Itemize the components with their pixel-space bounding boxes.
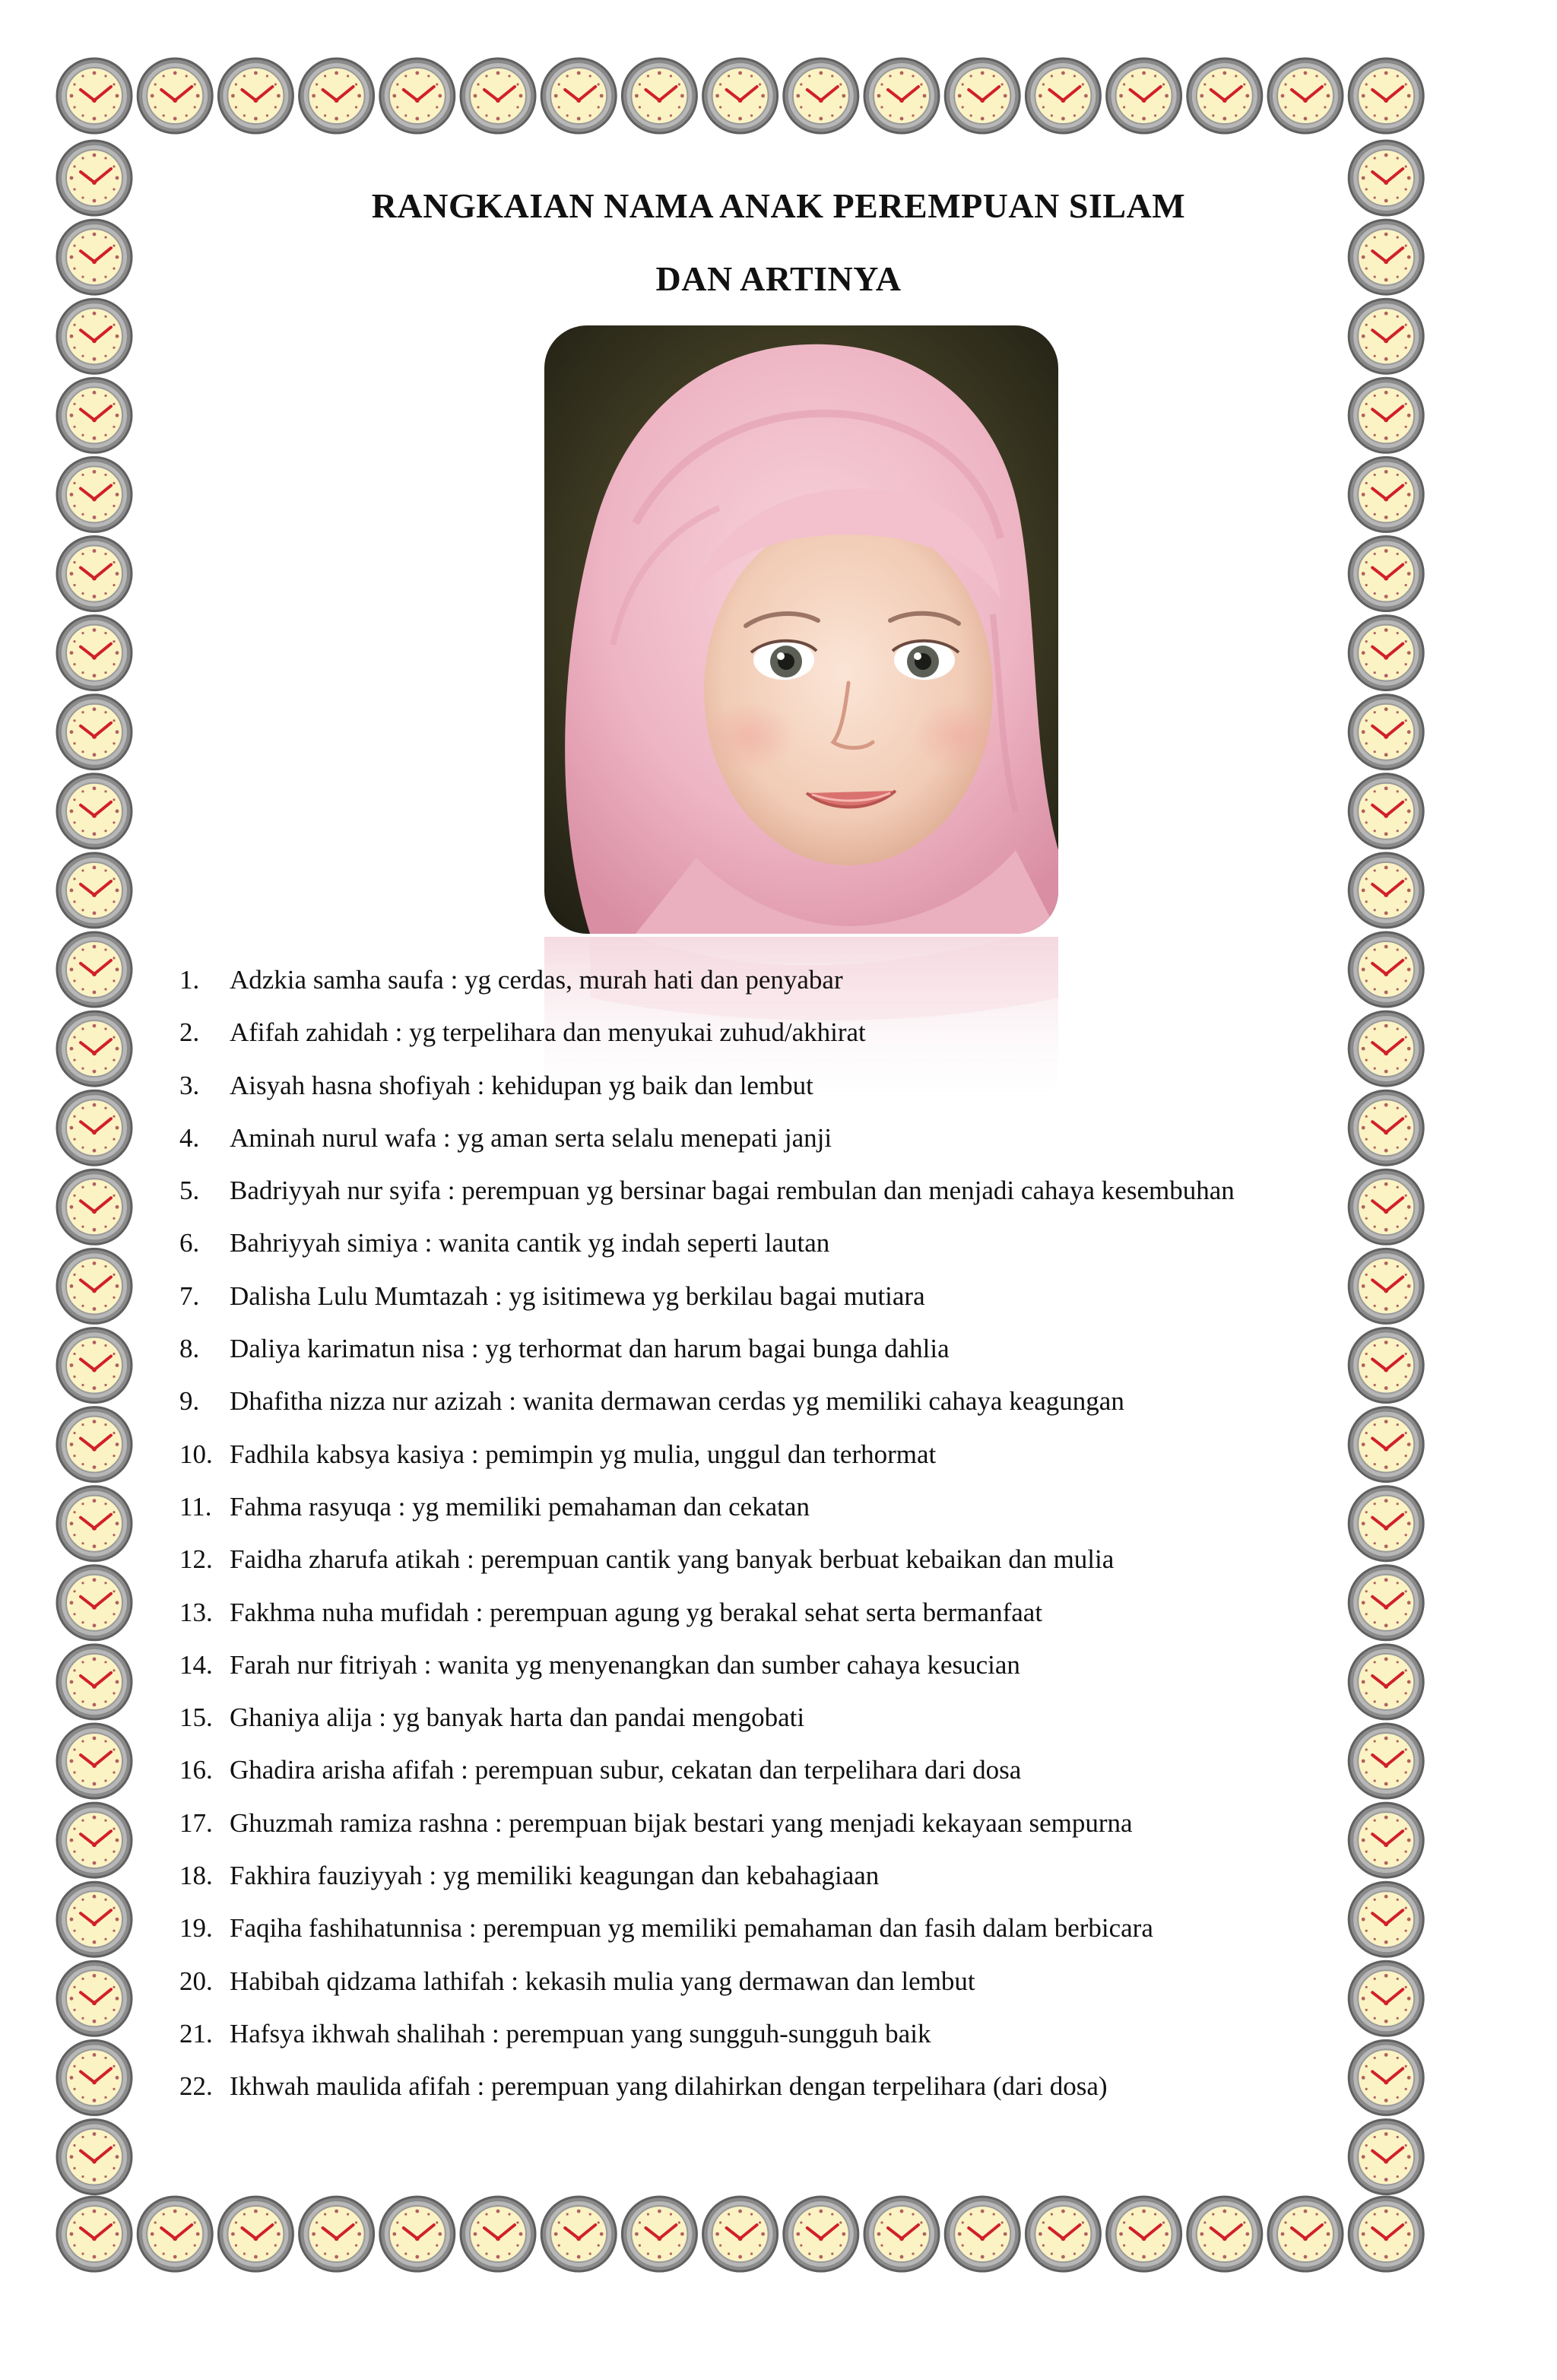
clock-icon <box>57 1645 132 1719</box>
list-item <box>179 1691 1381 1744</box>
list-item-number: 11. <box>179 1491 212 1522</box>
clock-icon <box>1349 59 1423 133</box>
list-item <box>179 1270 1381 1322</box>
clock-icon <box>703 2197 778 2271</box>
list-item-text: Fahma rasyuqa : yg memiliki pemahaman dan cekatan <box>230 1491 810 1522</box>
clock-icon <box>57 1566 132 1640</box>
list-item-number: 14. <box>179 1649 213 1680</box>
list-item <box>179 1006 1381 1058</box>
list-item <box>179 1480 1381 1533</box>
clock-icon <box>864 2197 939 2271</box>
clock-icon <box>57 1328 132 1403</box>
list-item <box>179 1744 1381 1796</box>
list-item-text: Bahriyyah simiya : wanita cantik yg indah seperti lautan <box>230 1228 830 1258</box>
girl-in-pink-hijab-image <box>544 325 1058 934</box>
clock-icon <box>622 2197 696 2271</box>
list-item-number: 7. <box>179 1280 200 1311</box>
clock-icon <box>1349 695 1423 770</box>
clock-icon <box>57 2197 132 2271</box>
list-item-text: Adzkia samha saufa : yg cerdas, murah hati dan penyabar <box>230 965 843 995</box>
clock-icon <box>1349 2197 1423 2271</box>
list-item-text: Daliya karimatun nisa : yg terhormat dan harum bagai bunga dahlia <box>230 1334 950 1364</box>
clock-icon <box>1349 853 1423 928</box>
list-item-text: Dhafitha nizza nur azizah : wanita dermawan cerdas yg memiliki cahaya keagungan <box>230 1386 1124 1417</box>
clock-icon <box>57 1724 132 1798</box>
list-item-text: Badriyyah nur syifa : perempuan yg bersinar bagai rembulan dan menjadi cahaya kesembuhan <box>230 1176 1235 1206</box>
page-title-line-2: DAN ARTINYA <box>655 259 902 298</box>
clock-icon <box>622 59 696 133</box>
list-item <box>179 2060 1381 2112</box>
list-item <box>179 1849 1381 1902</box>
list-item-number: 20. <box>179 1966 213 1996</box>
list-item-text: Ikhwah maulida afifah : perempuan yang dilahirkan dengan terpelihara (dari dosa) <box>230 2071 1108 2102</box>
list-item <box>179 1586 1381 1639</box>
list-item <box>179 954 1381 1006</box>
clock-icon <box>57 537 132 611</box>
list-item-text: Aminah nurul wafa : yg aman serta selalu menepati janji <box>230 1122 832 1153</box>
clock-icon <box>57 59 132 133</box>
list-item-text: Faidha zharufa atikah : perempuan cantik yang banyak berbuat kebaikan dan mulia <box>230 1544 1115 1575</box>
clock-icon <box>138 59 212 133</box>
list-item-number: 2. <box>179 1017 200 1048</box>
list-item-text: Fakhma nuha mufidah : perempuan agung yg berakal sehat serta bermanfaat <box>230 1597 1043 1627</box>
clock-icon <box>1268 2197 1343 2271</box>
clock-icon <box>57 457 132 532</box>
clock-icon <box>57 299 132 373</box>
list-item <box>179 1164 1381 1217</box>
list-item-number: 10. <box>179 1439 213 1469</box>
list-item-text: Faqiha fashihatunnisa : perempuan yg memiliki pemahaman dan fasih dalam berbicara <box>230 1913 1153 1944</box>
clock-icon <box>1107 59 1181 133</box>
clock-icon <box>57 853 132 928</box>
clock-icon <box>57 1407 132 1482</box>
clock-icon <box>218 59 293 133</box>
clock-icon <box>461 59 535 133</box>
list-item-number: 21. <box>179 2018 213 2048</box>
clock-icon <box>1349 616 1423 690</box>
girl-photo <box>544 325 1058 934</box>
clock-icon <box>1188 59 1262 133</box>
clock-icon <box>300 2197 374 2271</box>
list-item-text: Farah nur fitriyah : wanita yg menyenangkan dan sumber cahaya kesucian <box>230 1649 1020 1680</box>
clock-icon <box>784 59 858 133</box>
list-item <box>179 1375 1381 1427</box>
clock-icon <box>57 616 132 690</box>
clock-icon <box>57 1487 132 1561</box>
clock-icon <box>138 2197 212 2271</box>
list-item-number: 5. <box>179 1176 200 1206</box>
list-item-text: Ghuzmah ramiza rashna : perempuan bijak bestari yang menjadi kekayaan sempurna <box>230 1807 1133 1838</box>
list-item-text: Fakhira fauziyyah : yg memiliki keagungan dan kebahagiaan <box>230 1861 880 1891</box>
clock-icon <box>1349 457 1423 532</box>
list-item-number: 18. <box>179 1861 213 1891</box>
list-item-text: Hafsya ikhwah shalihah : perempuan yang sungguh-sungguh baik <box>230 2018 931 2048</box>
clock-icon <box>1349 537 1423 611</box>
clock-icon <box>1107 2197 1181 2271</box>
clock-icon <box>57 774 132 849</box>
clock-icon <box>57 1882 132 1956</box>
list-item <box>179 1955 1381 2007</box>
list-item <box>179 1533 1381 1585</box>
clock-icon <box>218 2197 293 2271</box>
list-item <box>179 2007 1381 2060</box>
list-item <box>179 1428 1381 1480</box>
list-item-text: Ghadira arisha afifah : perempuan subur, cekatan dan terpelihara dari dosa <box>230 1755 1022 1785</box>
clock-icon <box>57 2040 132 2115</box>
list-item-number: 13. <box>179 1597 213 1627</box>
clock-icon <box>1026 2197 1100 2271</box>
list-item-text: Aisyah hasna shofiyah : kehidupan yg baik dan lembut <box>230 1070 813 1100</box>
clock-icon <box>945 2197 1020 2271</box>
clock-icon <box>1349 299 1423 373</box>
list-item-text: Afifah zahidah : yg terpelihara dan menyukai zuhud/akhirat <box>230 1017 866 1048</box>
list-item-number: 1. <box>179 965 200 995</box>
clock-icon <box>784 2197 858 2271</box>
clock-icon <box>703 59 778 133</box>
clock-icon <box>380 2197 455 2271</box>
clock-icon <box>1349 2120 1423 2194</box>
clock-icon <box>1188 2197 1262 2271</box>
list-item-text: Habibah qidzama lathifah : kekasih mulia yang dermawan dan lembut <box>230 1966 975 1996</box>
list-item-number: 22. <box>179 2071 213 2102</box>
list-item-number: 17. <box>179 1807 213 1838</box>
clock-icon <box>57 932 132 1007</box>
clock-icon <box>945 59 1020 133</box>
list-item <box>179 1112 1381 1164</box>
clock-icon <box>1349 378 1423 452</box>
list-item-number: 3. <box>179 1070 200 1100</box>
list-item <box>179 1322 1381 1375</box>
list-item-number: 16. <box>179 1755 213 1785</box>
clock-icon <box>57 1011 132 1086</box>
list-item-text: Ghaniya alija : yg banyak harta dan pandai mengobati <box>230 1702 805 1733</box>
list-item-text: Dalisha Lulu Mumtazah : yg isitimewa yg berkilau bagai mutiara <box>230 1280 925 1311</box>
clock-icon <box>1268 59 1343 133</box>
list-item <box>179 1902 1381 1954</box>
list-item-number: 15. <box>179 1702 213 1733</box>
clock-icon <box>57 1090 132 1165</box>
clock-icon <box>300 59 374 133</box>
page-title-line-1: RANGKAIAN NAMA ANAK PEREMPUAN SILAM <box>371 186 1186 225</box>
list-item-text: Fadhila kabsya kasiya : pemimpin yg mulia, unggul dan terhormat <box>230 1439 937 1469</box>
clock-icon <box>1349 774 1423 849</box>
clock-icon <box>380 59 455 133</box>
list-item <box>179 1639 1381 1691</box>
clock-icon <box>57 1169 132 1244</box>
clock-icon <box>541 2197 616 2271</box>
clock-icon <box>1026 59 1100 133</box>
list-item-number: 19. <box>179 1913 213 1944</box>
clock-icon <box>57 378 132 452</box>
clock-icon <box>57 695 132 770</box>
list-item-number: 12. <box>179 1544 213 1575</box>
list-item-number: 9. <box>179 1386 200 1417</box>
list-item <box>179 1217 1381 1269</box>
name-meaning-list <box>179 954 1381 2113</box>
clock-icon <box>864 59 939 133</box>
clock-icon <box>57 1249 132 1323</box>
list-item-number: 8. <box>179 1334 200 1364</box>
list-item-number: 4. <box>179 1122 200 1153</box>
clock-icon <box>541 59 616 133</box>
clock-icon <box>461 2197 535 2271</box>
clock-icon <box>57 2120 132 2194</box>
list-item <box>179 1797 1381 1849</box>
clock-icon <box>57 1961 132 2036</box>
clock-icon <box>57 1803 132 1877</box>
list-item <box>179 1059 1381 1112</box>
list-item-number: 6. <box>179 1228 200 1258</box>
